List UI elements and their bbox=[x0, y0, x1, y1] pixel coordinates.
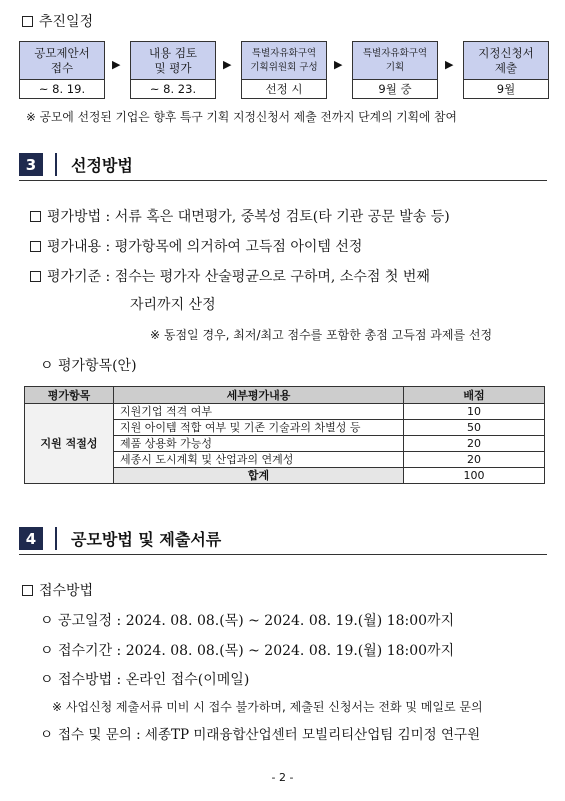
contact-info: ㅇ 접수 및 문의 : 세종TP 미래융합산업센터 모빌리티산업팀 김미정 연구원 bbox=[40, 727, 481, 743]
eval-criteria: 평가기준 : 점수는 평가자 산술평균으로 구하며, 소수점 첫 번째 bbox=[30, 266, 430, 286]
section-rule bbox=[19, 554, 547, 555]
score-cell: 50 bbox=[404, 420, 545, 436]
checkbox-square-icon bbox=[22, 585, 33, 596]
page-number: - 2 - bbox=[271, 771, 294, 784]
announce-schedule: ㅇ 공고일정 : 2024. 08. 08.(목) ~ 2024. 08. 19.(월) 18:00까지 bbox=[40, 613, 455, 629]
score-cell: 10 bbox=[404, 404, 545, 420]
total-score: 100 bbox=[404, 468, 545, 484]
schedule-flow bbox=[19, 41, 549, 99]
submission-note: ※ 사업신청 제출서류 미비 시 접수 불가하며, 제출된 신청서는 전화 및 메일로 문의 bbox=[52, 700, 483, 714]
checkbox-square-icon bbox=[30, 271, 41, 282]
table-header: 평가항목 bbox=[25, 387, 114, 404]
content-cell: 세종시 도시계획 및 산업과의 연계성 bbox=[114, 452, 404, 468]
score-cell: 20 bbox=[404, 436, 545, 452]
content-cell: 지원 아이템 적합 여부 및 기존 기술과의 차별성 등 bbox=[114, 420, 404, 436]
eval-method: 평가방법 : 서류 혹은 대면평가, 중복성 검토(타 기관 공문 발송 등) bbox=[30, 206, 450, 226]
arrow-right-icon: ▶ bbox=[334, 58, 343, 71]
content-cell: 제품 상용화 가능성 bbox=[114, 436, 404, 452]
schedule-note: ※ 공모에 선정된 기업은 향후 특구 기획 지정신청서 제출 전까지 단계의 기획에 참여 bbox=[26, 110, 457, 124]
eval-table bbox=[24, 386, 545, 484]
content-cell: 지원기업 적격 여부 bbox=[114, 404, 404, 420]
flow-step: 내용 검토 및 평가 ~ 8. 23. bbox=[130, 41, 216, 99]
table-row bbox=[25, 404, 545, 420]
checkbox-square-icon bbox=[30, 241, 41, 252]
table-header: 세부평가내용 bbox=[114, 387, 404, 404]
section-title: 공모방법 및 제출서류 bbox=[71, 530, 222, 549]
tie-note: ※ 동점일 경우, 최저/최고 점수를 포함한 총점 고득점 과제를 선정 bbox=[150, 328, 493, 342]
submission-period: ㅇ 접수기간 : 2024. 08. 08.(목) ~ 2024. 08. 19.(월) 18:00까지 bbox=[40, 643, 455, 659]
arrow-right-icon: ▶ bbox=[223, 58, 232, 71]
eval-content: 평가내용 : 평가항목에 의거하여 고득점 아이템 선정 bbox=[30, 236, 362, 256]
arrow-right-icon: ▶ bbox=[445, 58, 454, 71]
section-divider bbox=[55, 527, 57, 550]
category-cell: 지원 적절성 bbox=[25, 404, 114, 484]
flow-step: 특별자유화구역 기획 9월 중 bbox=[352, 41, 438, 99]
total-label: 합계 bbox=[114, 468, 404, 484]
submission-method: ㅇ 접수방법 : 온라인 접수(이메일) bbox=[40, 672, 250, 688]
section-number: 4 bbox=[19, 527, 43, 550]
section-divider bbox=[55, 153, 57, 176]
table-header-row bbox=[25, 387, 545, 404]
flow-step: 공모제안서 접수 ~ 8. 19. bbox=[19, 41, 105, 99]
checkbox-square-icon bbox=[22, 16, 33, 27]
section-title: 선정방법 bbox=[71, 156, 133, 175]
eval-criteria-cont: 자리까지 산정 bbox=[130, 297, 216, 313]
table-header: 배점 bbox=[404, 387, 545, 404]
arrow-right-icon: ▶ bbox=[112, 58, 121, 71]
eval-items-heading: ㅇ 평가항목(안) bbox=[40, 358, 137, 374]
checkbox-square-icon bbox=[30, 211, 41, 222]
score-cell: 20 bbox=[404, 452, 545, 468]
flow-step: 지정신청서 제출 9월 bbox=[463, 41, 549, 99]
schedule-heading: 추진일정 bbox=[22, 11, 93, 31]
submission-heading: 접수방법 bbox=[22, 580, 93, 600]
flow-step: 특별자유화구역 기획위원회 구성 선정 시 bbox=[241, 41, 327, 99]
section-rule bbox=[19, 180, 547, 181]
section-4-header bbox=[19, 527, 221, 550]
section-number: 3 bbox=[19, 153, 43, 176]
section-3-header bbox=[19, 153, 133, 176]
